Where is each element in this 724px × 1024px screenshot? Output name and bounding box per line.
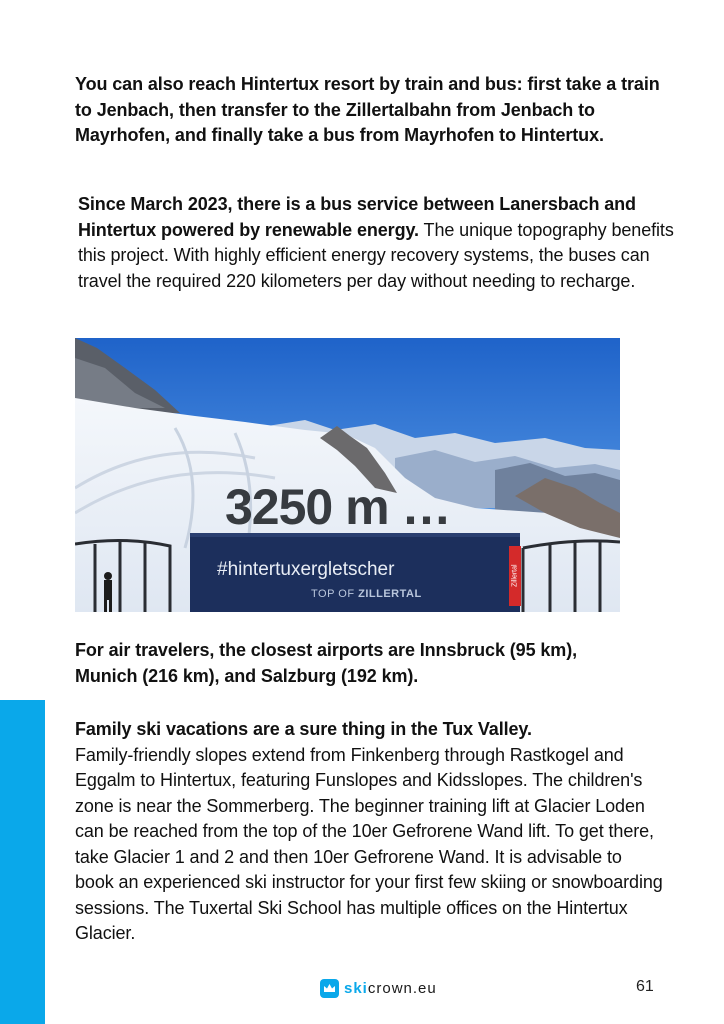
- zillertal-brand-tag: Zillertal: [509, 546, 521, 606]
- paragraph-family-ski-lead: Family ski vacations are a sure thing in the Tux Valley.: [75, 719, 532, 739]
- paragraph-family-ski: [75, 717, 665, 947]
- paragraph-renewable-bus: [78, 192, 678, 294]
- paragraph-train-bus: You can also reach Hintertux resort by train and bus: first take a train to Jenbach, then transfer to the Zillertalbahn from Jenbach to Mayrhofen, and finally take a bus from Mayrhofen to Hintertux.: [75, 74, 660, 145]
- sidebar-accent-bar: [0, 700, 45, 1024]
- skicrown-logo[interactable]: [320, 978, 437, 998]
- paragraph-renewable-bus-lead: Since March 2023, there is a bus service between Lanersbach and Hintertux powered by renewable energy.: [78, 194, 636, 240]
- paragraph-airports: For air travelers, the closest airports are Innsbruck (95 km), Munich (216 km), and Salzburg (192 km).: [75, 640, 578, 686]
- page-number: 61: [636, 978, 654, 995]
- sign-tagline-brand: ZILLERTAL: [358, 588, 422, 600]
- sign-tagline: [311, 588, 422, 600]
- paragraph-renewable-bus-body: The unique topography benefits this project. With highly efficient energy recovery systems, the buses can travel the required 220 kilometers per day without needing to recharge.: [78, 219, 674, 291]
- logo-wordmark-accent: ski: [344, 979, 368, 997]
- sign-tagline-prefix: TOP OF: [311, 588, 359, 600]
- logo-wordmark: [344, 980, 437, 997]
- hashtag-sign: #hintertuxergletscher: [217, 559, 395, 580]
- glacier-photo: [75, 338, 620, 612]
- logo-wordmark-rest: crown.eu: [367, 979, 437, 997]
- altitude-sign: 3250 m …: [225, 479, 451, 535]
- paragraph-family-ski-body: Family-friendly slopes extend from Finkenberg through Rastkogel and Eggalm to Hintertux, featuring Funslopes and Kidsslopes. The children's zone is near the Sommerberg. The beginner training lift at Glacier Loden can be reached from the top of the 10er Gefrorene Wand lift. To get there, take Glacier 1 and 2 and then 10er Gefrorene Wand. It is advisable to book an experienced ski instructor for your first few skiing or snowboarding sessions. The Tuxertal Ski School has multiple offices on the Hintertux Glacier.: [75, 744, 663, 943]
- crown-icon: [320, 979, 339, 998]
